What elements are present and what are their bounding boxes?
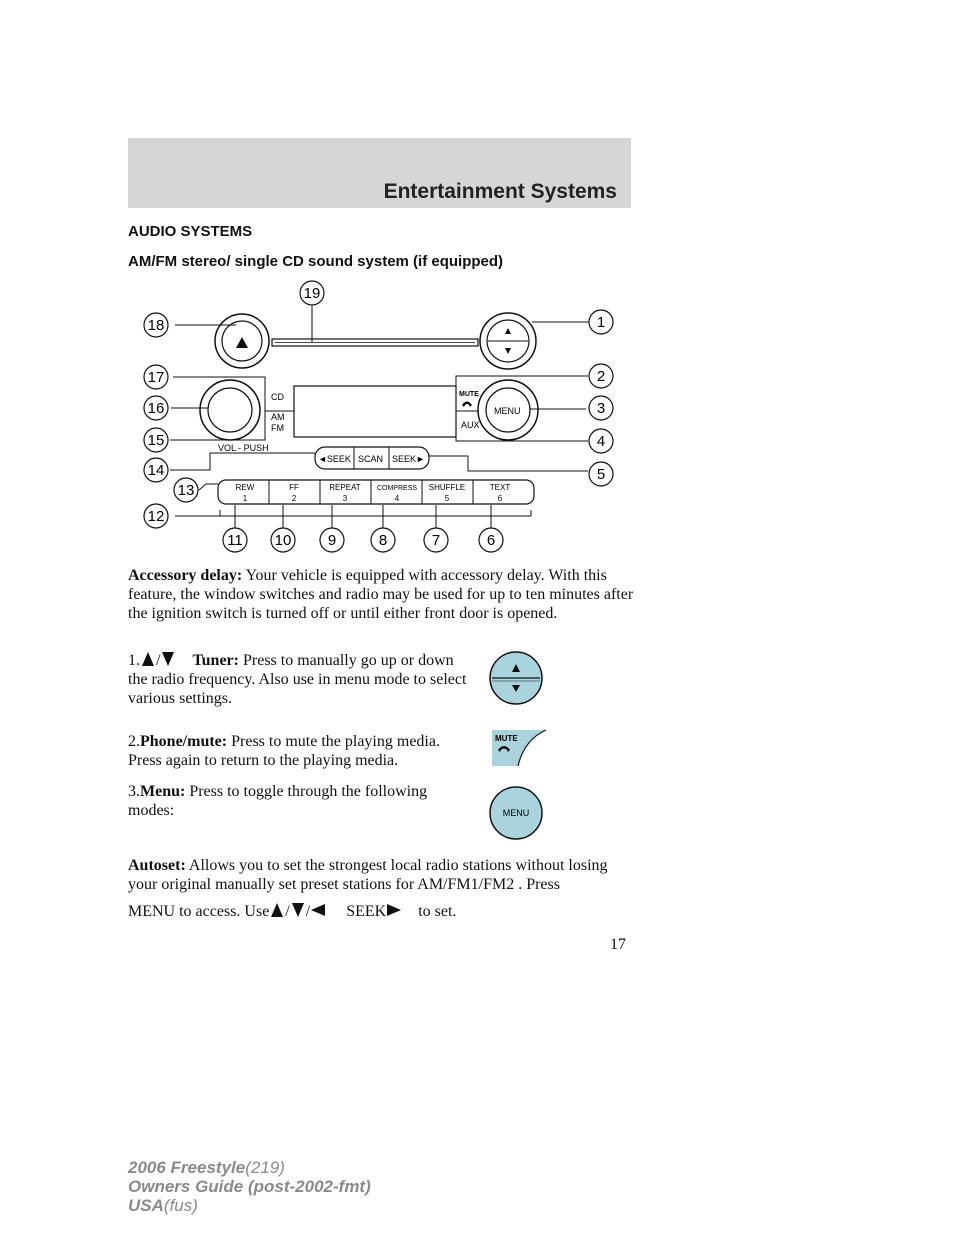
- down-arrow-icon: [160, 651, 176, 667]
- phone-icon: [462, 402, 472, 408]
- preset-2-label: FF: [289, 483, 299, 492]
- item2-text: Press to mute the playing media. Press again to return to the playing media.: [128, 733, 440, 769]
- item1-text: Press to manually go up or down the radio frequency. Also use in menu mode to select various settings.: [128, 652, 467, 707]
- callout-12: 12: [147, 508, 165, 525]
- preset-1-num: 1: [242, 494, 248, 503]
- autoset-paragraph: [128, 856, 638, 894]
- item-menu: [128, 782, 468, 820]
- item1-slash: /: [156, 652, 161, 669]
- seek-up-label: SEEK►: [392, 454, 425, 464]
- autoset-line-2: [128, 902, 638, 921]
- left-arrow-icon: [310, 902, 326, 918]
- item-tuner: [128, 651, 468, 708]
- cd-button-label: CD: [271, 392, 284, 402]
- item3-term: Menu:: [140, 783, 186, 800]
- aux-button-label: AUX: [461, 420, 480, 430]
- callout-16: 16: [147, 400, 165, 417]
- mute-illustration-label: MUTE: [495, 734, 518, 743]
- accessory-delay-text: Your vehicle is equipped with accessory delay. With this feature, the window switches and radio may be used for up to ten minutes after the ignition switch is turned off or until either front door is opened.: [128, 567, 634, 622]
- footer-region: USA: [128, 1196, 164, 1215]
- callout-7: 7: [431, 532, 441, 549]
- footer-model: 2006 Freestyle: [128, 1158, 246, 1177]
- preset-5-num: 5: [444, 494, 450, 503]
- preset-5-label: SHUFFLE: [428, 483, 466, 492]
- autoset-term: Autoset:: [128, 857, 186, 874]
- display-screen: [294, 386, 456, 437]
- seek-down-label: ◄SEEK: [318, 454, 351, 464]
- preset-4-label: COMPRESS: [376, 485, 418, 492]
- callout-4: 4: [596, 433, 606, 450]
- preset-1-label: REW: [235, 483, 255, 492]
- menu-illustration-label: MENU: [502, 808, 530, 818]
- callout-9: 9: [327, 532, 337, 549]
- volume-label: VOL - PUSH: [218, 443, 269, 453]
- preset-bar: [218, 480, 534, 504]
- fm-button-label: FM: [271, 423, 284, 433]
- item3-number: 3.: [128, 783, 140, 800]
- item2-term: Phone/mute:: [140, 733, 228, 750]
- callout-13: 13: [177, 482, 195, 499]
- callout-6: 6: [486, 532, 496, 549]
- preset-4-num: 4: [394, 494, 400, 503]
- menu-button-illustration: [488, 785, 544, 841]
- footer-guide: Owners Guide (post-2002-fmt): [128, 1177, 371, 1196]
- callout-17: 17: [147, 369, 165, 386]
- callout-15: 15: [147, 432, 165, 449]
- accessory-delay-term: Accessory delay:: [128, 567, 243, 584]
- item-phone-mute: [128, 732, 468, 770]
- item1-term: Tuner:: [192, 652, 239, 669]
- autoset-seek: SEEK: [346, 903, 387, 920]
- menu-button-label: MENU: [494, 406, 521, 416]
- callout-10: 10: [274, 532, 292, 549]
- preset-6-num: 6: [497, 494, 503, 503]
- section-heading: AUDIO SYSTEMS: [128, 223, 253, 240]
- autoset-line2-end: to set.: [418, 903, 457, 920]
- preset-6-label: TEXT: [489, 483, 511, 492]
- tuner-button-illustration: [488, 650, 544, 706]
- footer: [128, 1158, 371, 1215]
- radio-diagram: [130, 278, 630, 560]
- header-band: [128, 138, 631, 208]
- footer-model-code: (219): [245, 1158, 285, 1177]
- autoset-line2-start: MENU to access. Use: [128, 903, 270, 920]
- autoset-text: Allows you to set the strongest local radio stations without losing your original manually set preset stations for AM/FM1/FM2 . Press: [128, 857, 608, 893]
- volume-knob: [208, 388, 252, 432]
- item2-number: 2.: [128, 733, 140, 750]
- down-arrow-icon: [290, 902, 306, 918]
- page-header-title: Entertainment Systems: [383, 180, 617, 203]
- callout-18: 18: [147, 317, 165, 334]
- section-subheading: AM/FM stereo/ single CD sound system (if equipped): [128, 253, 504, 270]
- page-number: 17: [610, 936, 626, 953]
- right-arrow-icon: [386, 902, 402, 918]
- autoset-slash-1: /: [285, 903, 290, 920]
- up-arrow-icon: [269, 902, 285, 918]
- callout-2: 2: [596, 368, 606, 385]
- callout-5: 5: [596, 466, 606, 483]
- callout-3: 3: [596, 400, 606, 417]
- autoset-slash-2: /: [305, 903, 311, 920]
- callout-11: 11: [227, 532, 243, 549]
- callout-1: 1: [596, 314, 606, 331]
- preset-bracket: [175, 510, 531, 516]
- mute-button-label: MUTE: [459, 391, 479, 398]
- item1-number: 1.: [128, 652, 140, 669]
- am-button-label: AM: [271, 412, 285, 422]
- callout-14: 14: [147, 462, 165, 479]
- footer-region-code: (fus): [163, 1196, 198, 1215]
- callout-19: 19: [303, 285, 321, 302]
- accessory-delay-paragraph: [128, 566, 638, 623]
- scan-label: SCAN: [358, 454, 384, 464]
- item3-text: Press to toggle through the following modes:: [128, 783, 428, 819]
- preset-3-label: REPEAT: [329, 483, 361, 492]
- callout-8: 8: [378, 532, 388, 549]
- up-arrow-icon: [140, 651, 156, 667]
- preset-2-num: 2: [291, 494, 297, 503]
- preset-3-num: 3: [342, 494, 348, 503]
- mute-button-illustration: [490, 728, 548, 768]
